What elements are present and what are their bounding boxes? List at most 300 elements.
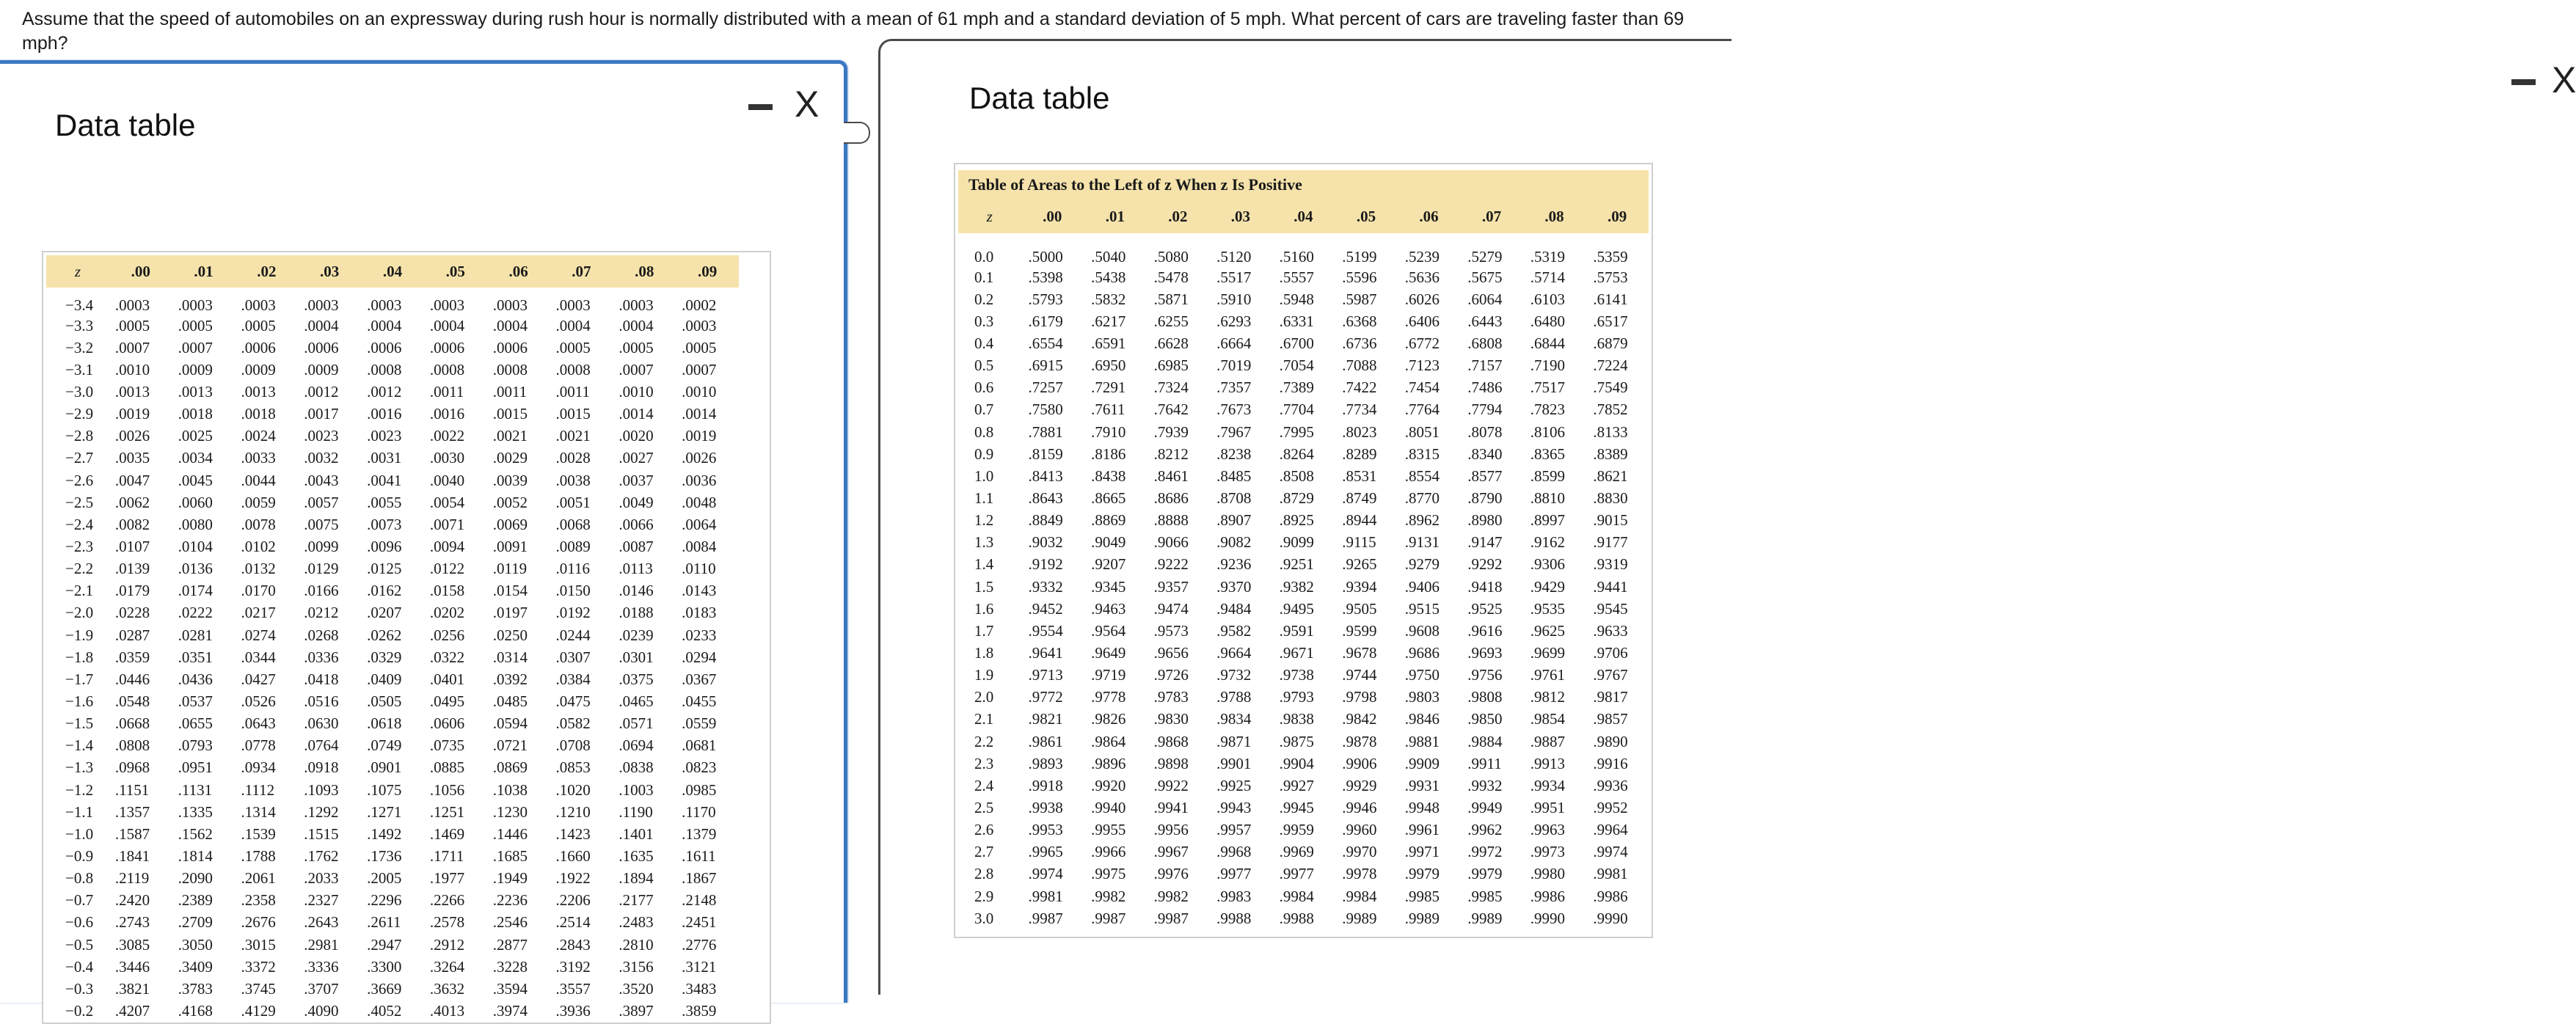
probability-cell: .3228 — [492, 957, 528, 976]
probability-cell: .9979 — [1467, 865, 1503, 883]
probability-cell: .9418 — [1467, 577, 1503, 596]
z-value-cell: 1.8 — [974, 643, 994, 662]
probability-cell: .9525 — [1467, 599, 1503, 618]
probability-cell: .9394 — [1342, 577, 1377, 596]
probability-cell: .1711 — [429, 846, 464, 865]
probability-cell: .5080 — [1153, 248, 1189, 266]
probability-cell: .9082 — [1216, 533, 1252, 552]
probability-cell: .9898 — [1153, 754, 1189, 772]
probability-cell: .3936 — [555, 1001, 591, 1020]
probability-cell: .1446 — [492, 824, 528, 843]
column-header: .06 — [508, 262, 528, 280]
probability-cell: .9251 — [1279, 555, 1314, 574]
probability-cell: .8790 — [1467, 489, 1503, 507]
probability-cell: .3707 — [304, 979, 339, 998]
data-table-window-left — [0, 60, 847, 1020]
z-value-cell: −2.5 — [65, 493, 94, 511]
table-row — [46, 713, 739, 735]
probability-cell: .0015 — [555, 405, 591, 423]
probability-cell: .0039 — [492, 471, 528, 489]
probability-cell: .9940 — [1091, 798, 1126, 816]
table-row — [46, 535, 739, 557]
probability-cell: .8869 — [1091, 511, 1126, 530]
probability-cell: .8133 — [1593, 423, 1628, 441]
probability-cell: .0136 — [178, 560, 213, 578]
probability-cell: .0027 — [619, 449, 654, 467]
probability-cell: .9985 — [1404, 887, 1440, 905]
probability-cell: .9987 — [1091, 909, 1126, 927]
table-row — [46, 690, 739, 712]
probability-cell: .9147 — [1467, 533, 1503, 552]
close-button[interactable]: X — [795, 84, 820, 125]
table-row — [46, 1000, 739, 1022]
probability-cell: .9474 — [1153, 599, 1189, 618]
probability-cell: .9956 — [1153, 821, 1189, 839]
probability-cell: .1788 — [241, 846, 276, 865]
close-button[interactable]: X — [2552, 59, 2576, 100]
probability-cell: .9868 — [1153, 732, 1189, 750]
probability-cell: .9974 — [1593, 843, 1628, 861]
table-row — [46, 668, 739, 690]
probability-cell: .3446 — [114, 957, 150, 976]
table-row — [46, 359, 739, 381]
probability-cell: .8186 — [1091, 445, 1126, 463]
table-row — [958, 355, 1649, 377]
probability-cell: .9834 — [1216, 710, 1252, 728]
probability-cell: .9319 — [1593, 555, 1628, 574]
probability-cell: .2451 — [682, 913, 717, 932]
probability-cell: .3156 — [619, 957, 654, 976]
z-value-cell: −0.2 — [65, 1001, 94, 1020]
probability-cell: .0014 — [682, 405, 717, 423]
probability-cell: .2266 — [429, 891, 465, 910]
probability-cell: .9982 — [1153, 887, 1189, 905]
z-value-cell: 0.4 — [974, 334, 994, 352]
probability-cell: .6293 — [1216, 312, 1252, 330]
probability-cell: .9871 — [1216, 732, 1252, 750]
probability-cell: .8340 — [1467, 445, 1503, 463]
z-value-cell: 2.1 — [974, 710, 994, 728]
probability-cell: .0901 — [367, 758, 402, 777]
table-row — [958, 731, 1649, 753]
probability-cell: .0005 — [619, 338, 654, 356]
probability-cell: .9978 — [1342, 865, 1377, 883]
probability-cell: .9878 — [1342, 732, 1377, 750]
probability-cell: .0869 — [492, 758, 528, 777]
probability-cell: .1867 — [682, 869, 717, 888]
probability-cell: .8485 — [1216, 467, 1252, 485]
z-value-cell: −1.8 — [65, 648, 94, 666]
probability-cell: .9616 — [1467, 621, 1503, 640]
probability-cell: .7642 — [1153, 401, 1189, 419]
z-value-cell: −2.0 — [65, 604, 94, 622]
probability-cell: .3859 — [682, 1001, 717, 1020]
table-row — [958, 554, 1649, 576]
probability-cell: .1762 — [304, 846, 339, 865]
z-value-cell: 1.7 — [974, 621, 994, 640]
probability-cell: .3669 — [367, 979, 402, 998]
probability-cell: .8888 — [1153, 511, 1189, 530]
probability-cell: .0040 — [429, 471, 465, 489]
probability-cell: .0154 — [492, 582, 528, 600]
probability-cell: .1230 — [492, 802, 528, 821]
probability-cell: .0047 — [114, 471, 150, 489]
z-value-cell: 2.4 — [974, 776, 994, 794]
probability-cell: .2420 — [114, 891, 150, 910]
z-value-cell: −2.6 — [65, 471, 94, 489]
table-row — [958, 399, 1649, 421]
probability-cell: .0475 — [555, 692, 591, 710]
probability-cell: .6026 — [1404, 290, 1440, 308]
probability-cell: .9957 — [1216, 821, 1252, 839]
table-row — [958, 863, 1649, 885]
probability-cell: .8159 — [1028, 445, 1063, 463]
probability-cell: .9066 — [1153, 533, 1189, 552]
probability-cell: .9987 — [1028, 909, 1063, 927]
probability-cell: .2206 — [555, 891, 591, 910]
probability-cell: .0294 — [682, 648, 717, 666]
probability-cell: .9429 — [1530, 577, 1566, 596]
probability-cell: .0409 — [367, 670, 402, 688]
probability-cell: .0003 — [114, 296, 150, 314]
probability-cell: .3520 — [619, 979, 654, 998]
probability-cell: .1038 — [492, 780, 528, 799]
probability-cell: .9842 — [1342, 710, 1377, 728]
table-row — [46, 868, 739, 890]
probability-cell: .0003 — [429, 296, 465, 314]
probability-cell: .0005 — [178, 316, 213, 334]
probability-cell: .0110 — [682, 560, 716, 578]
table-row — [958, 642, 1649, 664]
probability-cell: .1003 — [619, 780, 654, 799]
probability-cell: .0125 — [367, 560, 402, 578]
probability-cell: .9484 — [1216, 599, 1252, 618]
probability-cell: .0003 — [178, 296, 213, 314]
z-value-cell: −0.4 — [65, 957, 94, 976]
probability-cell: .9973 — [1530, 843, 1566, 861]
table-row — [46, 801, 739, 823]
probability-cell: .9961 — [1404, 821, 1440, 839]
z-value-cell: −3.2 — [65, 338, 94, 356]
probability-cell: .9864 — [1091, 732, 1126, 750]
z-value-cell: −2.7 — [65, 449, 94, 467]
table-row — [958, 841, 1649, 863]
probability-cell: .0033 — [241, 449, 276, 467]
probability-cell: .0694 — [619, 736, 654, 755]
probability-cell: .0006 — [492, 338, 528, 356]
minimize-button[interactable] — [748, 104, 773, 110]
probability-cell: .7673 — [1216, 401, 1252, 419]
probability-cell: .9756 — [1467, 666, 1503, 684]
z-value-cell: −2.4 — [65, 515, 94, 533]
probability-cell: .9641 — [1028, 643, 1063, 662]
probability-cell: .9970 — [1342, 843, 1377, 861]
probability-cell: .0808 — [114, 736, 150, 755]
probability-cell: .0143 — [682, 582, 717, 600]
probability-cell: .1423 — [555, 824, 591, 843]
probability-cell: .0250 — [492, 626, 528, 644]
probability-cell: .0307 — [555, 648, 591, 666]
column-header: .07 — [1481, 207, 1502, 225]
probability-cell: .0013 — [241, 382, 276, 401]
probability-cell: .3192 — [555, 957, 591, 976]
table-header-row — [46, 255, 739, 288]
probability-cell: .5871 — [1153, 290, 1189, 308]
probability-cell: .8749 — [1342, 489, 1377, 507]
z-value-cell: 0.9 — [974, 445, 994, 463]
probability-cell: .0034 — [178, 449, 213, 467]
z-value-cell: 1.5 — [974, 577, 994, 596]
probability-cell: .8212 — [1153, 445, 1189, 463]
probability-cell: .0051 — [555, 493, 591, 511]
probability-cell: .9963 — [1530, 821, 1566, 839]
probability-cell: .9972 — [1467, 843, 1503, 861]
probability-cell: .7157 — [1467, 356, 1503, 375]
z-value-cell: −1.0 — [65, 824, 94, 843]
column-header: .03 — [320, 262, 340, 280]
probability-cell: .8907 — [1216, 511, 1252, 530]
z-value-cell: −0.6 — [65, 913, 94, 932]
probability-cell: .0045 — [178, 471, 213, 489]
probability-cell: .9515 — [1404, 599, 1440, 618]
probability-cell: .9904 — [1279, 754, 1314, 772]
probability-cell: .5000 — [1028, 248, 1063, 266]
probability-cell: .0004 — [367, 316, 402, 334]
probability-cell: .7881 — [1028, 423, 1063, 441]
table-row — [958, 709, 1649, 731]
probability-cell: .7389 — [1279, 378, 1314, 397]
table-row — [46, 337, 739, 359]
probability-cell: .9744 — [1342, 666, 1377, 684]
table-row — [46, 403, 739, 425]
table-row — [46, 469, 739, 491]
probability-cell: .0548 — [114, 692, 150, 710]
probability-cell: .9986 — [1530, 887, 1566, 905]
table-row — [46, 624, 739, 646]
probability-cell: .0104 — [178, 537, 213, 555]
z-value-cell: −1.9 — [65, 626, 94, 644]
z-value-cell: −0.8 — [65, 869, 94, 888]
probability-cell: .0166 — [304, 582, 339, 600]
probability-cell: .2033 — [304, 869, 339, 888]
probability-cell: .5636 — [1404, 268, 1440, 286]
probability-cell: .1292 — [304, 802, 339, 821]
probability-cell: .9982 — [1091, 887, 1126, 905]
probability-cell: .9767 — [1593, 666, 1628, 684]
z-value-cell: 2.8 — [974, 865, 994, 883]
probability-cell: .9932 — [1467, 776, 1503, 794]
column-header: .04 — [382, 262, 403, 280]
z-value-cell: −1.3 — [65, 758, 94, 777]
probability-cell: .9984 — [1279, 887, 1314, 905]
probability-cell: .9881 — [1404, 732, 1440, 750]
probability-cell: .0052 — [492, 493, 528, 511]
probability-cell: .0322 — [429, 648, 465, 666]
probability-cell: .2296 — [367, 891, 402, 910]
probability-cell: .9830 — [1153, 710, 1189, 728]
probability-cell: .0005 — [241, 316, 276, 334]
probability-cell: .9115 — [1342, 533, 1376, 552]
probability-cell: .0281 — [178, 626, 213, 644]
probability-cell: .7054 — [1279, 356, 1314, 375]
probability-cell: .8389 — [1593, 445, 1628, 463]
probability-cell: .0003 — [367, 296, 402, 314]
probability-cell: .1401 — [619, 824, 654, 843]
table-row — [958, 885, 1649, 907]
probability-cell: .5478 — [1153, 268, 1189, 286]
probability-cell: .6443 — [1467, 312, 1503, 330]
probability-cell: .9382 — [1279, 577, 1314, 596]
probability-cell: .9495 — [1279, 599, 1314, 618]
column-header: .06 — [1419, 207, 1439, 225]
probability-cell: .8770 — [1404, 489, 1440, 507]
probability-cell: .4207 — [114, 1001, 150, 1020]
table-row — [958, 532, 1649, 554]
table-row — [46, 513, 739, 535]
probability-cell: .9049 — [1091, 533, 1126, 552]
probability-cell: .0174 — [178, 582, 213, 600]
probability-cell: .9960 — [1342, 821, 1377, 839]
probability-cell: .9971 — [1404, 843, 1440, 861]
probability-cell: .9981 — [1028, 887, 1063, 905]
probability-cell: .9838 — [1279, 710, 1314, 728]
probability-cell: .0212 — [304, 604, 339, 622]
probability-cell: .7190 — [1530, 356, 1566, 375]
probability-cell: .9846 — [1404, 710, 1440, 728]
probability-cell: .0985 — [682, 780, 717, 799]
probability-cell: .6554 — [1028, 334, 1063, 352]
probability-cell: .9948 — [1404, 798, 1440, 816]
column-header: .05 — [1356, 207, 1376, 225]
probability-cell: .0009 — [241, 360, 276, 378]
probability-cell: .0446 — [114, 670, 150, 688]
column-header: .02 — [1168, 207, 1188, 225]
probability-cell: .9945 — [1279, 798, 1314, 816]
probability-cell: .7852 — [1593, 401, 1628, 419]
probability-cell: .0485 — [492, 692, 528, 710]
probability-cell: .9808 — [1467, 688, 1503, 706]
probability-cell: .9909 — [1404, 754, 1440, 772]
probability-cell: .9927 — [1279, 776, 1314, 794]
probability-cell: .0384 — [555, 670, 591, 688]
probability-cell: .0009 — [178, 360, 213, 378]
column-header: .08 — [635, 262, 654, 280]
panel-collapse-tab[interactable] — [844, 122, 870, 144]
probability-cell: .0951 — [178, 758, 213, 777]
probability-cell: .0102 — [241, 537, 276, 555]
probability-cell: .6480 — [1530, 312, 1566, 330]
probability-cell: .0005 — [114, 316, 150, 334]
probability-cell: .0041 — [367, 471, 402, 489]
probability-cell: .0015 — [492, 405, 528, 423]
probability-cell: .5319 — [1530, 248, 1566, 266]
column-header: .01 — [1105, 207, 1125, 225]
probability-cell: .0436 — [178, 670, 213, 688]
probability-cell: .9357 — [1153, 577, 1189, 596]
probability-cell: .8962 — [1404, 511, 1440, 530]
probability-cell: .1736 — [367, 846, 402, 865]
probability-cell: .7486 — [1467, 378, 1503, 397]
probability-cell: .8554 — [1404, 467, 1440, 485]
probability-cell: .9936 — [1593, 776, 1628, 794]
probability-cell: .9983 — [1216, 887, 1252, 905]
probability-cell: .0002 — [682, 296, 717, 314]
probability-cell: .1685 — [492, 846, 528, 865]
z-value-cell: −1.5 — [65, 714, 94, 733]
z-value-cell: −1.6 — [65, 692, 94, 710]
probability-cell: .8264 — [1279, 445, 1314, 463]
probability-cell: .0004 — [619, 316, 654, 334]
probability-cell: .6950 — [1091, 356, 1126, 375]
window-title: Data table — [55, 108, 196, 142]
column-header: .08 — [1544, 207, 1564, 225]
probability-cell: .5832 — [1091, 290, 1126, 308]
probability-cell: .0009 — [304, 360, 339, 378]
minimize-button[interactable] — [2511, 79, 2536, 85]
probability-cell: .9798 — [1342, 688, 1377, 706]
probability-cell: .0075 — [304, 515, 339, 533]
probability-cell: .6628 — [1153, 334, 1189, 352]
probability-cell: .8621 — [1593, 467, 1628, 485]
table-row — [958, 377, 1649, 399]
probability-cell: .0014 — [619, 405, 654, 423]
probability-cell: .5753 — [1593, 268, 1628, 286]
probability-cell: .0516 — [304, 692, 339, 710]
probability-cell: .9989 — [1404, 909, 1440, 927]
window-title: Data table — [969, 81, 1110, 115]
probability-cell: .8830 — [1593, 489, 1628, 507]
probability-cell: .5948 — [1279, 290, 1314, 308]
probability-cell: .7357 — [1216, 378, 1252, 397]
probability-cell: .9545 — [1593, 599, 1628, 618]
z-table-negative-container — [42, 251, 771, 1024]
probability-cell: .9788 — [1216, 688, 1252, 706]
probability-cell: .0735 — [429, 736, 465, 755]
probability-cell: .0158 — [429, 582, 465, 600]
probability-cell: .9463 — [1091, 599, 1126, 618]
probability-cell: .2676 — [241, 913, 276, 932]
probability-cell: .0359 — [114, 648, 150, 666]
probability-cell: .0375 — [619, 670, 654, 688]
probability-cell: .9633 — [1593, 621, 1628, 640]
probability-cell: .0007 — [178, 338, 213, 356]
probability-cell: .9656 — [1153, 643, 1189, 662]
probability-cell: .9938 — [1028, 798, 1063, 816]
probability-cell: .9599 — [1342, 621, 1377, 640]
z-value-cell: −2.8 — [65, 427, 94, 445]
probability-cell: .8051 — [1404, 423, 1440, 441]
probability-cell: .1271 — [367, 802, 402, 821]
probability-cell: .9591 — [1279, 621, 1314, 640]
probability-cell: .0329 — [367, 648, 402, 666]
table-row — [46, 491, 739, 513]
z-value-cell: 0.2 — [974, 290, 994, 308]
column-header: .07 — [572, 262, 591, 280]
z-value-cell: −1.1 — [65, 802, 94, 821]
probability-cell: .9370 — [1216, 577, 1252, 596]
probability-cell: .8577 — [1467, 467, 1503, 485]
probability-cell: .0007 — [682, 360, 717, 378]
probability-cell: .0495 — [429, 692, 465, 710]
probability-cell: .1314 — [241, 802, 276, 821]
z-value-cell: 0.8 — [974, 423, 994, 441]
probability-cell: .9854 — [1530, 710, 1566, 728]
table-row — [46, 757, 739, 779]
probability-cell: .2236 — [492, 891, 528, 910]
probability-cell: .7995 — [1279, 423, 1314, 441]
probability-cell: .9875 — [1279, 732, 1314, 750]
probability-cell: .0028 — [555, 449, 591, 467]
